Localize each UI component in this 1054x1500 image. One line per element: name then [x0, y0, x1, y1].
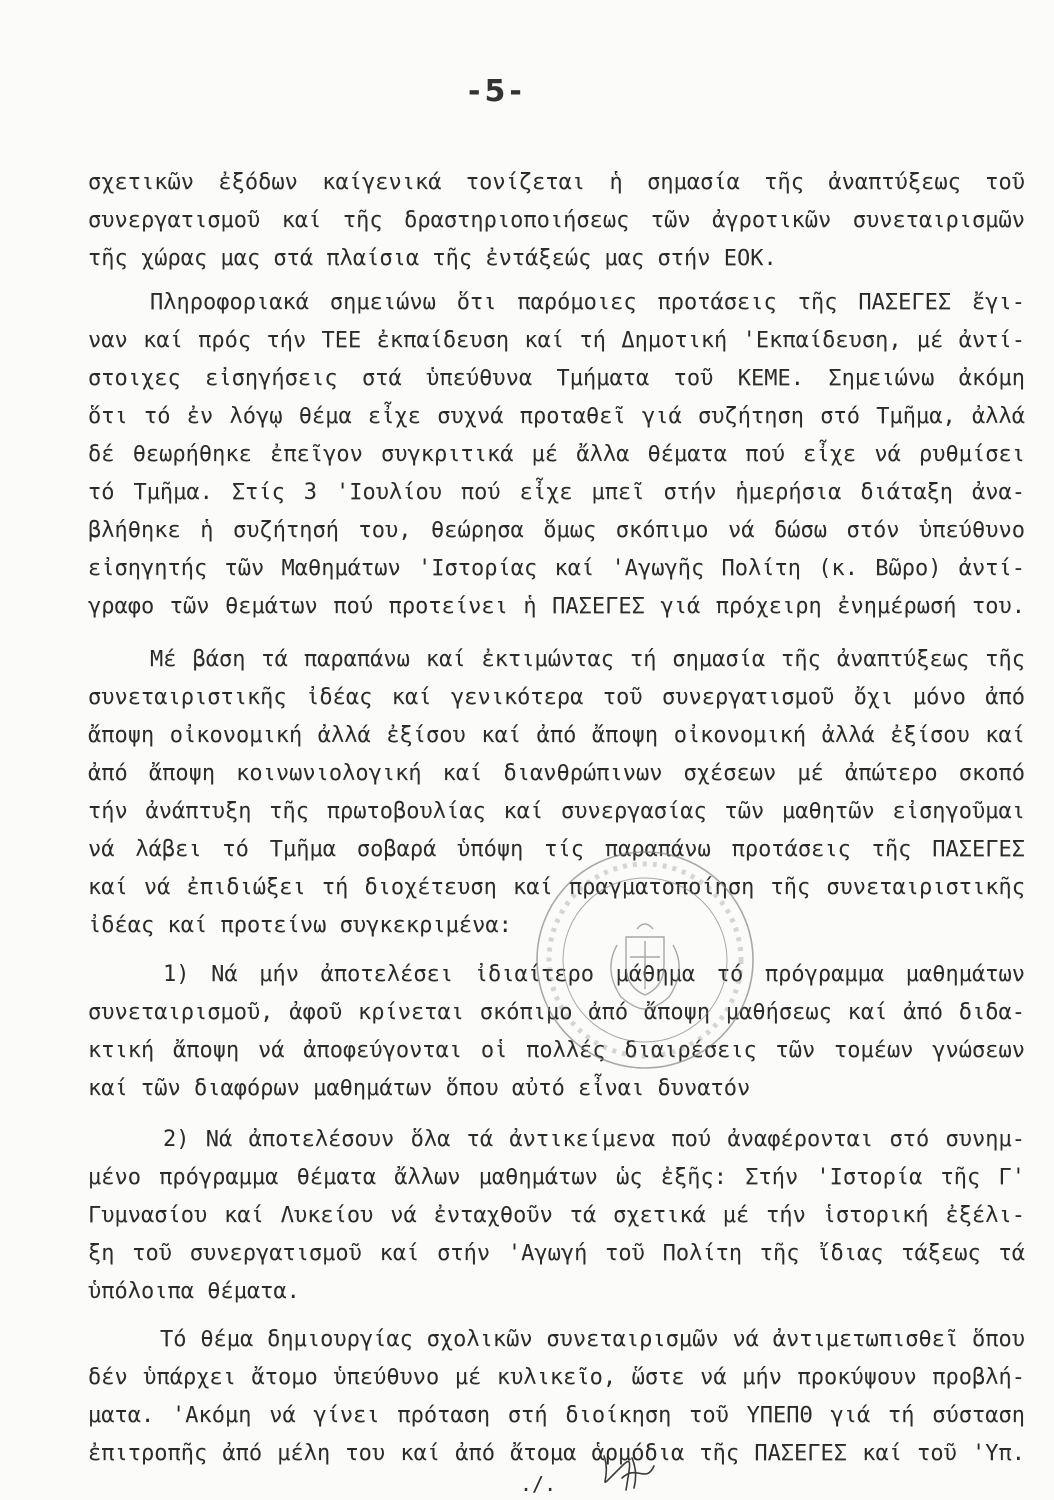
- text-line: εἰσηγητής τῶν Μαθημάτων 'Ιστορίας καί 'Αγωγῆς Πολίτη (κ. Βῶρο) ἀντί-: [88, 556, 1025, 581]
- list-item: [88, 956, 1025, 1108]
- text-line: ὅτι τό ἐν λόγῳ θέμα εἶχε συχνά προταθεῖ γιά συζήτηση στό Τμῆμα, ἀλλά: [88, 404, 1025, 429]
- text-line: ξη τοῦ συνεργατισμοῦ καί στήν 'Αγωγή τοῦ Πολίτη τῆς ἴδιας τάξεως τά: [88, 1241, 1025, 1266]
- text-line: συνεργατισμοῦ καί τῆς δραστηριοποιήσεως τῶν ἀγροτικῶν συνεταιρισμῶν: [88, 208, 1025, 233]
- text-line: ἀπό ἄποψη κοινωνιολογική καί διανθρώπινων σχέσεων μέ ἀπώτερο σκοπό: [88, 761, 1025, 786]
- text-line: κτική ἄποψη νά ἀποφεύγονται οἱ πολλές διαιρέσεις τῶν τομέων γνώσεων: [88, 1038, 1025, 1063]
- page-number: -5-: [468, 74, 526, 109]
- text-line: 2) Νά ἀποτελέσουν ὅλα τά ἀντικείμενα πού ἀναφέρονται στό συνημ-: [163, 1127, 1025, 1152]
- text-line: καί νά ἐπιδιώξει τή διοχέτευση καί πραγματοποίηση τῆς συνεταιριστικῆς: [88, 875, 1025, 900]
- text-line: δέν ὑπάρχει ἄτομο ὑπεύθυνο μέ κυλικεῖο, ὥστε νά μήν προκύψουν προβλή-: [88, 1365, 1025, 1390]
- continuation-mark: ./.: [520, 1472, 557, 1496]
- text-line: τῆς χώρας μας στά πλαίσια τῆς ἐντάξεώς μας στήν ΕΟΚ.: [88, 246, 777, 271]
- text-line: γραφο τῶν θεμάτων πού προτείνει ἡ ΠΑΣΕΓΕΣ γιά πρόχειρη ἐνημέρωσή του.: [88, 594, 1025, 619]
- text-line: ναν καί πρός τήν ΤΕΕ ἐκπαίδευση καί τή Δημοτική 'Εκπαίδευση, μέ ἀντί-: [88, 328, 1025, 353]
- text-line: ἰδέας καί προτείνω συγκεκριμένα:: [88, 913, 512, 938]
- text-line: 1) Νά μήν ἀποτελέσει ἰδιαίτερο μάθημα τό πρόγραμμα μαθημάτων: [163, 962, 1025, 987]
- paragraph: [88, 164, 1025, 278]
- text-line: σχετικῶν ἐξόδων καίγενικά τονίζεται ἡ σημασία τῆς ἀναπτύξεως τοῦ: [88, 170, 1025, 195]
- text-line: συνεταιρισμοῦ, ἀφοῦ κρίνεται σκόπιμο ἀπό ἄποψη μαθήσεως καί ἀπό διδα-: [88, 1000, 1025, 1025]
- text-line: Μέ βάση τά παραπάνω καί ἐκτιμώντας τή σημασία τῆς ἀναπτύξεως τῆς: [150, 647, 1025, 672]
- text-line: Πληροφοριακά σημειώνω ὅτι παρόμοιες προτάσεις τῆς ΠΑΣΕΓΕΣ ἔγι-: [150, 290, 1025, 315]
- text-line: τήν ἀνάπτυξη τῆς πρωτοβουλίας καί συνεργασίας τῶν μαθητῶν εἰσηγοῦμαι: [88, 799, 1025, 824]
- text-line: δέ θεωρήθηκε ἐπεῖγον συγκριτικά μέ ἄλλα θέματα πού εἶχε νά ρυθμίσει: [88, 442, 1025, 467]
- text-line: συνεταιριστικῆς ἰδέας καί γενικότερα τοῦ συνεργατισμοῦ ὄχι μόνο ἀπό: [88, 685, 1025, 710]
- paragraph: [88, 1321, 1025, 1473]
- list-item: [88, 1121, 1025, 1311]
- paragraph: [88, 641, 1025, 945]
- text-line: Γυμνασίου καί Λυκείου νά ἐνταχθοῦν τά σχετικά μέ τήν ἱστορική ἐξέλι-: [88, 1203, 1025, 1228]
- body-text: [88, 164, 1025, 1495]
- text-line: στοιχες εἰσηγήσεις στά ὑπεύθυνα Τμήματα τοῦ ΚΕΜΕ. Σημειώνω ἀκόμη: [88, 366, 1025, 391]
- text-line: ὑπόλοιπα θέματα.: [88, 1279, 300, 1304]
- text-line: ματα. 'Ακόμη νά γίνει πρόταση στή διοίκηση τοῦ ΥΠΕΠΘ γιά τή σύσταση: [88, 1403, 1025, 1428]
- text-line: ἄποψη οἰκονομική ἀλλά ἐξίσου καί ἀπό ἄποψη οἰκονομική ἀλλά ἐξίσου καί: [88, 723, 1025, 748]
- text-line: ἐπιτροπῆς ἀπό μέλη του καί ἀπό ἄτομα ἁρμόδια τῆς ΠΑΣΕΓΕΣ καί τοῦ 'Υπ.: [88, 1441, 1025, 1466]
- text-line: καί τῶν διαφόρων μαθημάτων ὅπου αὐτό εἶναι δυνατόν: [88, 1076, 751, 1101]
- text-line: τό Τμῆμα. Στίς 3 'Ιουλίου πού εἶχε μπεῖ στήν ἡμερήσια διάταξη ἀνα-: [88, 480, 1025, 505]
- text-line: νά λάβει τό Τμῆμα σοβαρά ὑπόψη τίς παραπάνω προτάσεις τῆς ΠΑΣΕΓΕΣ: [88, 837, 1025, 862]
- paragraph: [88, 284, 1025, 626]
- text-line: Τό θέμα δημιουργίας σχολικῶν συνεταιρισμῶν νά ἀντιμετωπισθεῖ ὅπου: [160, 1327, 1025, 1352]
- text-line: βλήθηκε ἡ συζήτησή του, θεώρησα ὅμως σκόπιμο νά δώσω στόν ὑπεύθυνο: [88, 518, 1025, 543]
- text-line: μένο πρόγραμμα θέματα ἄλλων μαθημάτων ὡς ἐξῆς: Στήν 'Ιστορία τῆς Γ': [88, 1165, 1025, 1190]
